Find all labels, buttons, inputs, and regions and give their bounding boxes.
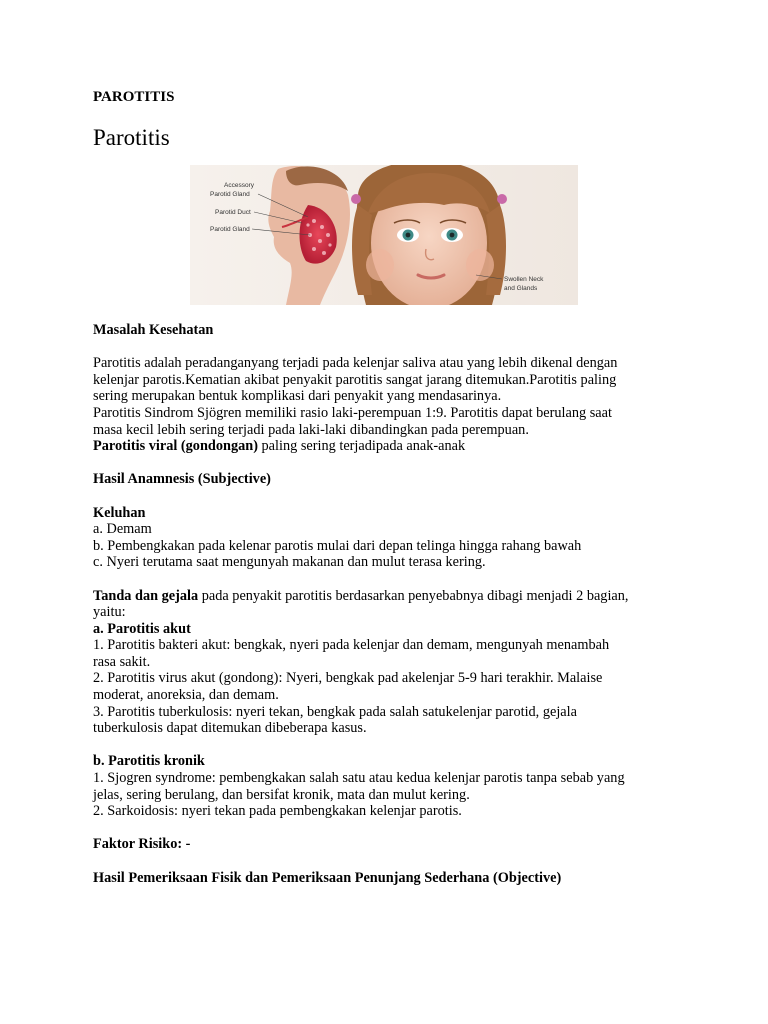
list-item: 2. Parotitis virus akut (gondong): Nyeri, bengkak pad akelenjar 5-9 hari terakhir. Malaise	[93, 670, 603, 687]
label-swollen-line1: Swollen Neck	[504, 276, 544, 283]
list-item: jelas, sering berulang, dan bersifat kronik, mata dan mulut kering.	[93, 786, 470, 803]
section-heading-keluhan: Keluhan	[93, 504, 146, 521]
section-heading-pemeriksaan: Hasil Pemeriksaan Fisik dan Pemeriksaan Penunjang Sederhana (Objective)	[93, 869, 562, 886]
label-swollen-line2: and Glands	[504, 285, 538, 292]
list-item: 1. Parotitis bakteri akut: bengkak, nyeri pada kelenjar dan demam, mengunyah menambah	[93, 637, 610, 654]
label-parotid-duct: Parotid Duct	[215, 209, 251, 216]
paragraph-line: Parotitis adalah peradanganyang terjadi pada kelenjar saliva atau yang lebih dikenal dengan	[93, 355, 618, 372]
paragraph-line: kelenjar parotis.Kematian akibat penyakit parotitis sangat jarang ditemukan.Parotitis paling	[93, 371, 617, 388]
paragraph-line: masa kecil lebih sering terjadi pada laki-laki dibandingkan pada perempuan.	[93, 421, 529, 438]
list-item: a. Demam	[93, 521, 152, 538]
document-body	[93, 322, 693, 886]
label-accessory-line1: Accessory	[224, 182, 254, 189]
girl-face	[351, 165, 507, 305]
section-heading-faktor: Faktor Risiko: -	[93, 836, 191, 853]
parotitis-illustration	[190, 165, 578, 305]
bold-term: Tanda dan gejala	[93, 587, 199, 604]
section-heading-masalah: Masalah Kesehatan	[93, 322, 214, 338]
paragraph-text: paling sering terjadipada anak-anak	[257, 438, 466, 455]
subheading-akut: a. Parotitis akut	[93, 620, 191, 637]
document-title: PAROTITIS	[93, 89, 175, 105]
paragraph-line: yaitu:	[93, 604, 126, 621]
paragraph-line: sering merupakan bentuk komplikasi dari penyakit yang mendasarinya.	[93, 388, 502, 405]
illustration-svg	[190, 165, 578, 305]
list-item: rasa sakit.	[93, 653, 151, 670]
subheading-kronik: b. Parotitis kronik	[93, 753, 205, 770]
paragraph-line-mixed	[93, 438, 693, 455]
list-item: 1. Sjogren syndrome: pembengkakan salah satu atau kedua kelenjar parotis tanpa sebab yang	[93, 770, 625, 787]
label-accessory-line2: Parotid Gland	[210, 191, 250, 198]
paragraph-line: Parotitis Sindrom Sjögren memiliki rasio laki-perempuan 1:9. Parotitis dapat berulang saat	[93, 404, 612, 421]
paragraph-text: pada penyakit parotitis berdasarkan penyebabnya dibagi menjadi 2 bagian,	[198, 587, 629, 604]
section-heading-anamnesis: Hasil Anamnesis (Subjective)	[93, 471, 271, 488]
list-item: tuberkulosis dapat ditemukan dibeberapa kasus.	[93, 720, 367, 737]
paragraph-line-mixed	[93, 588, 693, 605]
bold-term: Parotitis viral (gondongan)	[93, 438, 258, 455]
list-item: 2. Sarkoidosis: nyeri tekan pada pembengkakan kelenjar parotis.	[93, 803, 462, 820]
list-item: b. Pembengkakan pada kelenar parotis mulai dari depan telinga hingga rahang bawah	[93, 537, 582, 554]
list-item: 3. Parotitis tuberkulosis: nyeri tekan, bengkak pada salah satukelenjar parotid, gejala	[93, 703, 577, 720]
list-item: moderat, anoreksia, dan demam.	[93, 687, 279, 704]
list-item: c. Nyeri terutama saat mengunyah makanan dan mulut terasa kering.	[93, 554, 486, 571]
label-parotid-gland: Parotid Gland	[210, 226, 250, 233]
page-heading: Parotitis	[93, 125, 170, 150]
